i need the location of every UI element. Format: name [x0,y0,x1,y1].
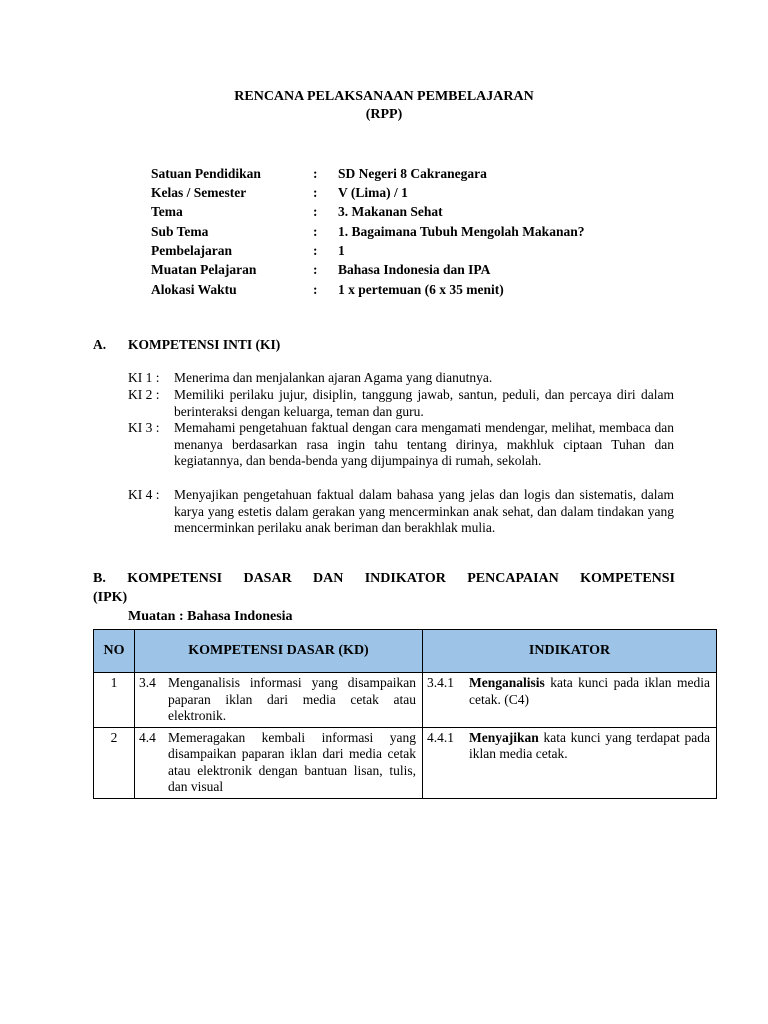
identity-label: Pembelajaran [151,243,232,258]
kd-number: 3.4 [139,675,156,690]
section-b-title-cont: (IPK) [93,590,128,605]
identity-value: 3. Makanan Sehat [338,204,443,219]
indikator-text [469,730,710,763]
identity-colon: : [313,224,318,239]
header-indikator: INDIKATOR [423,630,717,673]
table-header-row [94,630,717,673]
identity-colon: : [313,204,318,219]
identity-colon: : [313,185,318,200]
ki-text: Menerima dan menjalankan ajaran Agama yang dianutnya. [174,370,493,385]
indikator-rest: kata kunci pada iklan media cetak. (C4) [469,675,710,707]
indikator-number: 3.4.1 [427,675,454,690]
identity-value: SD Negeri 8 Cakranegara [338,166,487,181]
kd-cell [135,673,422,727]
section-b-letter: B. [93,571,106,586]
identity-colon: : [313,166,318,181]
identity-label: Muatan Pelajaran [151,262,257,277]
identity-colon: : [313,243,318,258]
kd-table [93,629,717,799]
indikator-cell [423,728,716,765]
document-title: RENCANA PELAKSANAAN PEMBELAJARAN [234,89,534,104]
indikator-rest: kata kunci yang terdapat pada iklan media cetak. [469,729,710,761]
ki-text: Memahami pengetahuan faktual dengan cara mengamati mendengar, melihat, membaca dan menanya berdasarkan rasa ingin tahu tentang dirinya, makhluk ciptaan Tuhan dan kegiatannya, dan benda-benda yang dijumpainya di rumah, sekolah. [174,420,674,468]
section-b-title: KOMPETENSI DASAR DAN INDIKATOR PENCAPAIAN KOMPETENSI [127,571,676,586]
identity-value: 1 x pertemuan (6 x 35 menit) [338,282,504,297]
header-kd: KOMPETENSI DASAR (KD) [135,630,423,673]
kd-text: Menganalisis informasi yang disampaikan paparan iklan dari media cetak atau elektronik. [168,675,416,723]
identity-colon: : [313,282,318,297]
ki-label: KI 2 : [128,387,160,402]
identity-value: 1. Bagaimana Tubuh Mengolah Makanan? [338,224,585,239]
section-b-heading [93,571,675,588]
identity-colon: : [313,262,318,277]
ki-text: Menyajikan pengetahuan faktual dalam bahasa yang jelas dan logis dan sistematis, dalam karya yang estetis dalam gerakan yang mencerminkan anak sehat, dan dalam tindakan yang mencerminkan perilaku anak beriman dan berakhlak mulia. [174,487,674,535]
identity-label: Satuan Pendidikan [151,166,261,181]
document-subtitle: (RPP) [365,107,403,122]
ki-label: KI 3 : [128,420,160,435]
indikator-verb: Menyajikan [469,729,539,745]
kd-text: Memeragakan kembali informasi yang disampaikan paparan iklan dari media cetak atau elektronik dengan bantuan lisan, tulis, dan visual [168,729,416,794]
identity-label: Kelas / Semester [151,185,247,200]
muatan-subheading: Muatan : Bahasa Indonesia [128,609,293,624]
section-a-title: KOMPETENSI INTI (KI) [128,337,281,352]
table-row [94,673,717,728]
kd-number: 4.4 [139,729,156,745]
row-no: 2 [110,729,118,745]
identity-label: Alokasi Waktu [151,282,237,297]
indikator-text [469,675,710,708]
section-a-letter: A. [93,337,107,352]
indikator-verb: Menganalisis [469,675,545,690]
indikator-cell [423,673,716,710]
indikator-number: 4.4.1 [427,729,454,745]
identity-value: V (Lima) / 1 [338,185,408,200]
ki-label: KI 1 : [128,370,160,385]
row-no: 1 [110,675,118,690]
ki-text: Memiliki perilaku jujur, disiplin, tanggung jawab, santun, peduli, dan percaya diri dalam berinteraksi dengan keluarga, teman dan guru. [174,387,674,419]
ki-label: KI 4 : [128,487,160,502]
kd-cell [135,728,422,798]
identity-label: Tema [151,204,183,219]
identity-label: Sub Tema [151,224,209,239]
identity-value: 1 [338,243,345,258]
header-no: NO [94,630,135,673]
identity-value: Bahasa Indonesia dan IPA [338,262,491,277]
table-row [94,727,717,798]
